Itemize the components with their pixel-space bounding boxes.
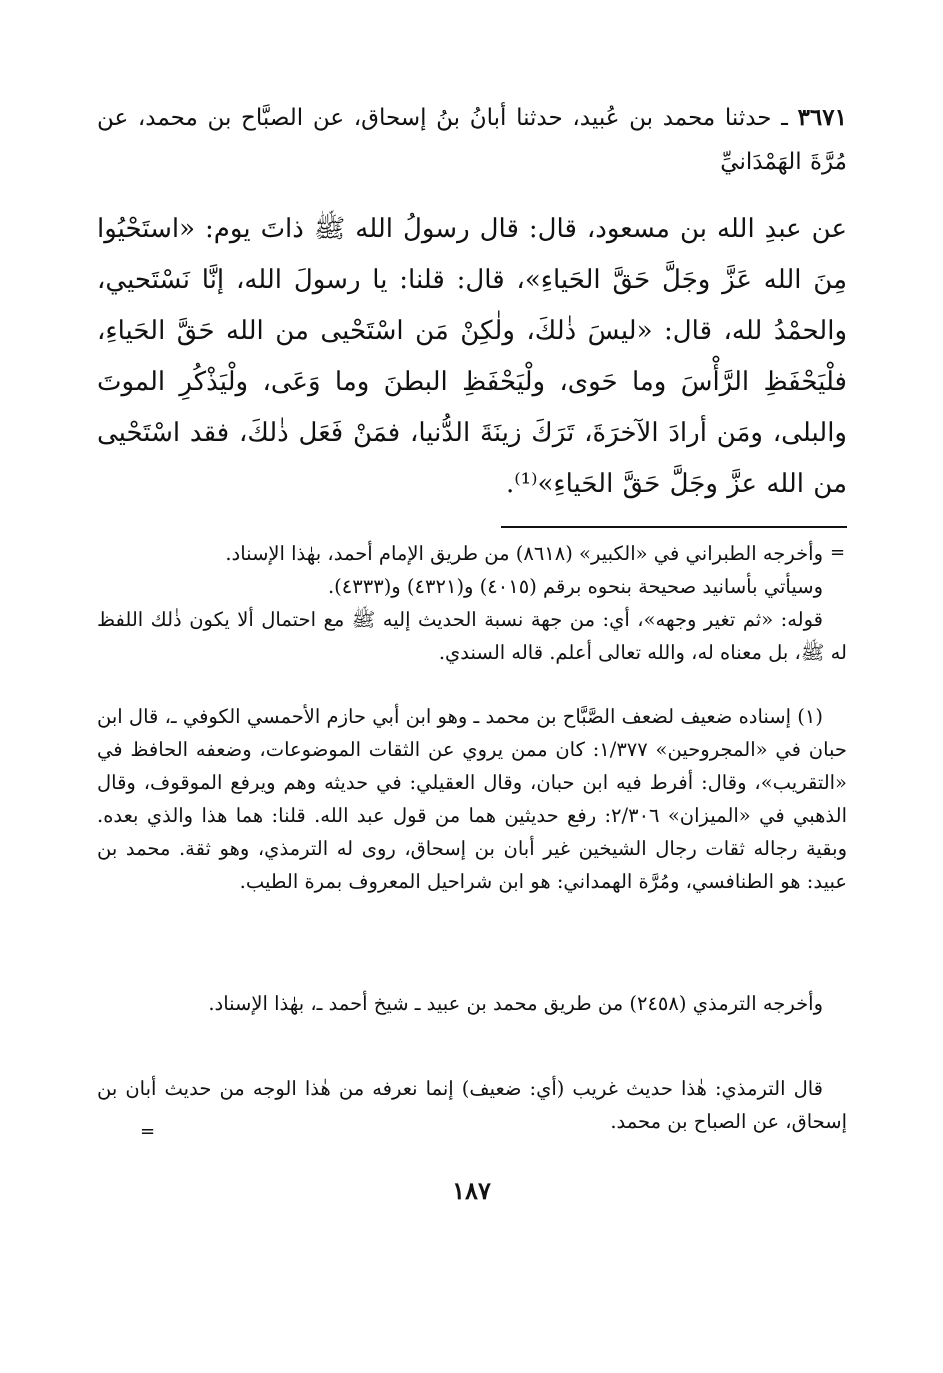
hadith-matn: عن عبدِ الله بن مسعود، قال: قال رسولُ الله ﷺ ذاتَ يوم: «استَحْيُوا مِنَ الله عَزَّ وجَلَّ حَقَّ الحَياءِ»، قال: قلنا: يا رسولَ الله، إنَّا نَسْتَحيي، والحمْدُ لله، قال: «ليسَ ذٰلكَ، ولٰكِنْ مَن اسْتَحْيى من الله حَقَّ الحَياءِ، فلْيَحْفَظِ الرَّأْسَ وما حَوى، ولْيَحْفَظِ البطنَ وما وَعَى، ولْيَذْكُرِ الموتَ والبلى، ومَن أرادَ الآخرَةَ، تَرَكَ زينَةَ الدُّنيا، فمَنْ فَعَل ذٰلكَ، فقد اسْتَحْيى من الله عزَّ وجَلَّ حَقَّ الحَياءِ»⁽¹⁾.	[97, 214, 847, 499]
footnote-continued-block	[97, 537, 847, 669]
footnote-1-tirmidhi-comment-block	[97, 1072, 847, 1138]
footnote-paragraph: قال الترمذي: هٰذا حديث غريب (أي: ضعيف) إنما نعرفه من هٰذا الوجه من حديث أبان بن إسحاق، عن الصباح بن محمد.	[97, 1077, 847, 1133]
footnote-paragraph: قوله: «ثم تغير وجهه»، أي: من جهة نسبة الحديث إليه ﷺ مع احتمال ألا يكون ذٰلك اللفظ له ﷺ، بل معناه له، والله تعالى أعلم. قاله السندي.	[97, 608, 847, 664]
footnote-paragraph: وسيأتي بأسانيد صحيحة بنحوه برقم (٤٠١٥) و(٤٣٢١) و(٤٣٣٣).	[327, 575, 823, 598]
footnote-divider	[501, 526, 847, 528]
footnote-paragraph: وأخرجه الطبراني في «الكبير» (٨٦١٨) من طريق الإمام أحمد، بهٰذا الإسناد.	[225, 542, 823, 565]
footnote-1-block	[97, 700, 847, 898]
footnote-continued-mark: =	[830, 542, 846, 563]
footnote-continues-mark: =	[140, 1121, 156, 1142]
footnote-paragraph: وأخرجه الترمذي (٢٤٥٨) من طريق محمد بن عبيد ـ شيخ أحمد ـ، بهٰذا الإسناد.	[208, 992, 823, 1015]
footnote-paragraph: (١) إسناده ضعيف لضعف الصَّبَّاح بن محمد ـ وهو ابن أبي حازم الأحمسي الكوفي ـ، قال ابن حبان في «المجروحين» ١/٣٧٧: كان ممن يروي عن الثقات الموضوعات، وضعفه الحافظ في «التقريب»، وقال: أفرط فيه ابن حبان، وقال العقيلي: في حديثه وهم ويرفع الموقوف، وقال الذهبي في «الميزان» ٢/٣٠٦: رفع حديثين هما من قول عبد الله. قلنا: هما هذا والذي بعده. وبقية رجاله ثقات رجال الشيخين غير أبان بن إسحاق، روى له الترمذي، وهو ثقة. محمد بن عبيد: هو الطنافسي، ومُرَّة الهمداني: هو ابن شراحيل المعروف بمرة الطيب.	[97, 705, 848, 893]
hadith-isnad-text: ـ حدثنا محمد بن عُبيد، حدثنا أبانُ بنُ إسحاق، عن الصبَّاح بن محمد، عن مُرَّةَ الهَمْدَانيِّ	[97, 105, 847, 175]
page-number: ١٨٧	[452, 1176, 491, 1205]
hadith-number: ٣٦٧١	[797, 104, 847, 131]
hadith-isnad	[97, 96, 847, 184]
footnote-1-tirmidhi-block	[97, 987, 847, 1020]
